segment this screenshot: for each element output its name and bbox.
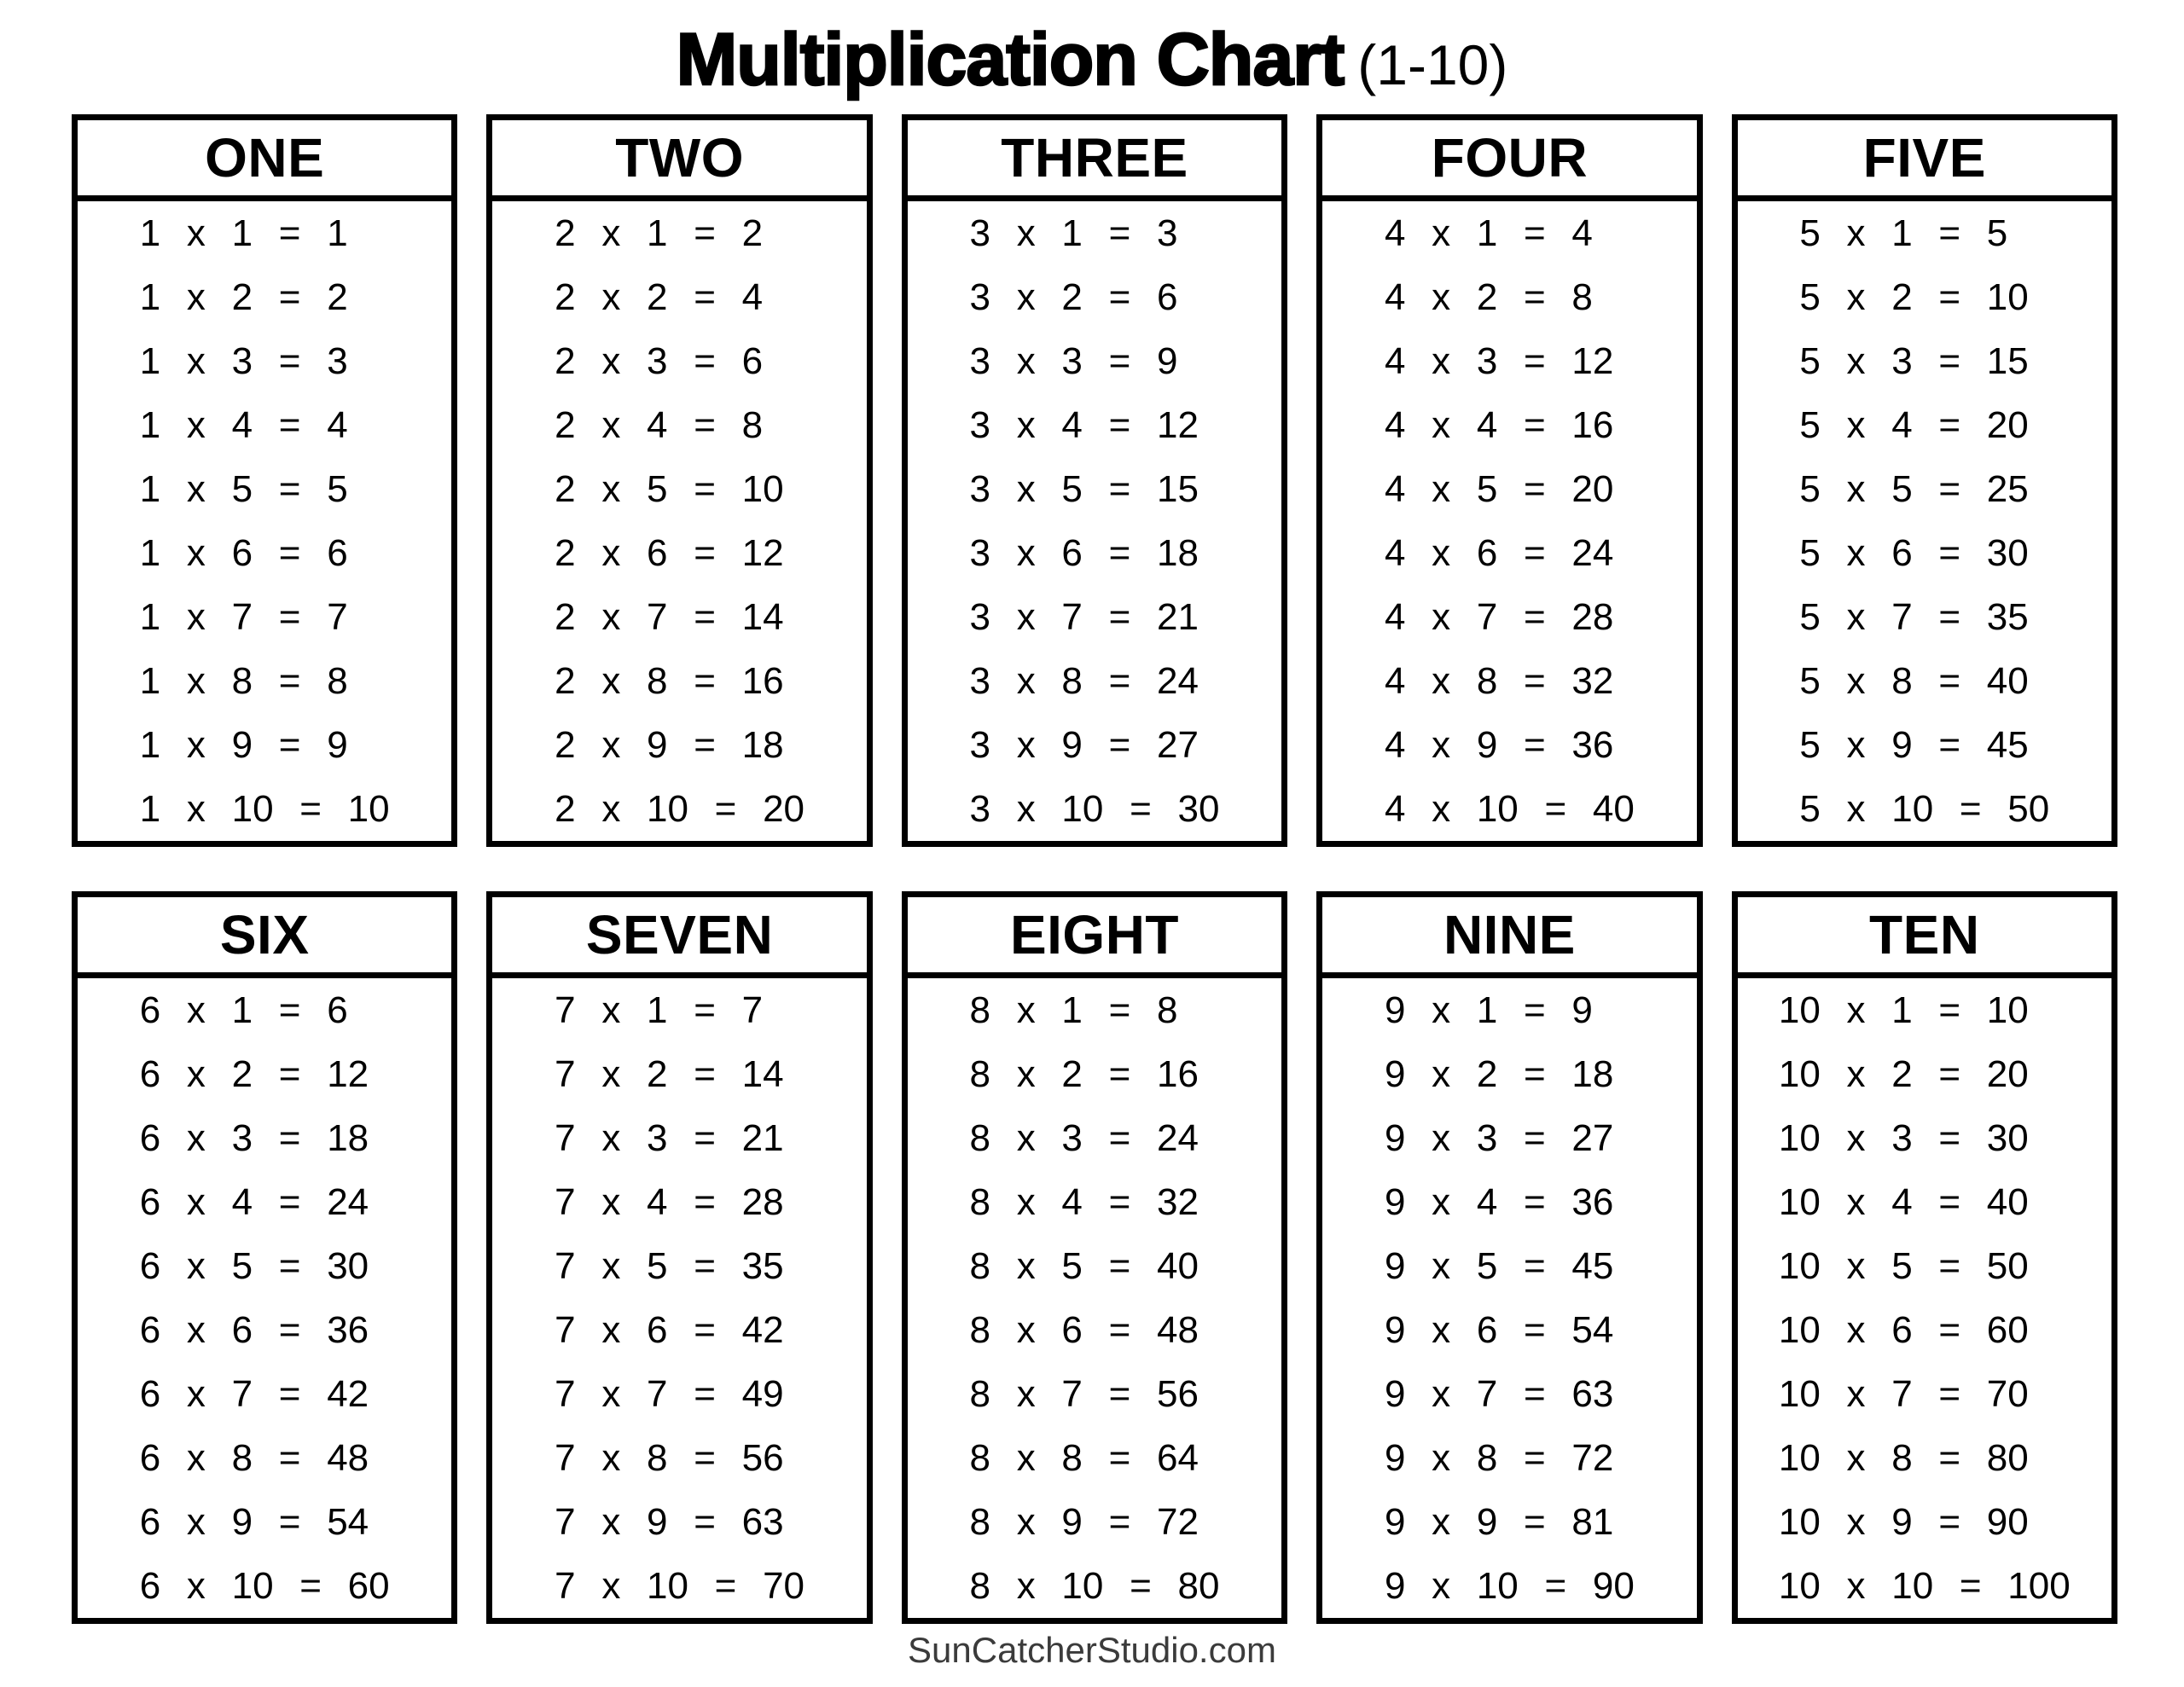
card-title: TEN	[1738, 897, 2111, 978]
fact-row: 1 x 7 = 7	[139, 596, 348, 638]
fact-row: 8 x 9 = 72	[969, 1501, 1199, 1543]
fact-row: 1 x 9 = 9	[139, 724, 348, 766]
fact-row: 9 x 8 = 72	[1384, 1437, 1614, 1479]
fact-row: 7 x 9 = 63	[555, 1501, 784, 1543]
multiplication-card-two	[486, 114, 872, 847]
card-body	[492, 978, 866, 1618]
fact-row: 4 x 9 = 36	[1384, 724, 1614, 766]
fact-row: 9 x 3 = 27	[1384, 1117, 1614, 1159]
card-body	[908, 201, 1281, 841]
fact-row: 4 x 8 = 32	[1384, 660, 1614, 702]
facts-list	[140, 201, 390, 841]
fact-row: 2 x 2 = 4	[555, 276, 764, 318]
fact-row: 6 x 2 = 12	[139, 1053, 369, 1095]
card-body	[1322, 201, 1696, 841]
fact-row: 3 x 6 = 18	[969, 532, 1199, 574]
fact-row: 7 x 6 = 42	[555, 1309, 784, 1351]
multiplication-card-six	[72, 891, 457, 1624]
fact-row: 2 x 3 = 6	[555, 340, 764, 382]
fact-row: 5 x 3 = 15	[1799, 340, 2029, 382]
fact-row: 10 x 5 = 50	[1778, 1245, 2029, 1287]
fact-row: 7 x 8 = 56	[555, 1437, 784, 1479]
fact-row: 7 x 1 = 7	[555, 989, 764, 1031]
fact-row: 8 x 8 = 64	[969, 1437, 1199, 1479]
multiplication-card-nine	[1316, 891, 1702, 1624]
fact-row: 4 x 6 = 24	[1384, 532, 1614, 574]
fact-row: 2 x 4 = 8	[555, 404, 764, 446]
fact-row: 9 x 9 = 81	[1384, 1501, 1614, 1543]
page-title-main: Multiplication Chart	[676, 19, 1345, 101]
fact-row: 8 x 3 = 24	[969, 1117, 1199, 1159]
fact-row: 10 x 3 = 30	[1778, 1117, 2029, 1159]
fact-row: 6 x 3 = 18	[139, 1117, 369, 1159]
fact-row: 3 x 9 = 27	[969, 724, 1199, 766]
fact-row: 4 x 10 = 40	[1384, 788, 1635, 830]
card-body	[1738, 201, 2111, 841]
fact-row: 2 x 7 = 14	[555, 596, 784, 638]
facts-list	[1779, 978, 2071, 1618]
fact-row: 1 x 5 = 5	[139, 468, 348, 510]
card-title: THREE	[908, 120, 1281, 201]
multiplication-card-seven	[486, 891, 872, 1624]
fact-row: 1 x 10 = 10	[139, 788, 390, 830]
facts-list	[1799, 201, 2049, 841]
fact-row: 4 x 2 = 8	[1384, 276, 1593, 318]
fact-row: 6 x 1 = 6	[139, 989, 348, 1031]
fact-row: 7 x 2 = 14	[555, 1053, 784, 1095]
multiplication-card-ten	[1732, 891, 2117, 1624]
card-title: NINE	[1322, 897, 1696, 978]
fact-row: 7 x 3 = 21	[555, 1117, 784, 1159]
fact-row: 2 x 9 = 18	[555, 724, 784, 766]
fact-row: 1 x 2 = 2	[139, 276, 348, 318]
fact-row: 4 x 3 = 12	[1384, 340, 1614, 382]
fact-row: 1 x 1 = 1	[139, 212, 348, 254]
fact-row: 8 x 2 = 16	[969, 1053, 1199, 1095]
multiplication-card-three	[902, 114, 1287, 847]
fact-row: 5 x 1 = 5	[1799, 212, 2008, 254]
fact-row: 6 x 9 = 54	[139, 1501, 369, 1543]
card-body	[1738, 978, 2111, 1618]
fact-row: 1 x 3 = 3	[139, 340, 348, 382]
card-body	[78, 201, 451, 841]
fact-row: 1 x 8 = 8	[139, 660, 348, 702]
fact-row: 9 x 10 = 90	[1384, 1565, 1635, 1607]
fact-row: 7 x 4 = 28	[555, 1181, 784, 1223]
fact-row: 10 x 2 = 20	[1778, 1053, 2029, 1095]
fact-row: 5 x 2 = 10	[1799, 276, 2029, 318]
card-title: FOUR	[1322, 120, 1696, 201]
facts-list	[555, 978, 804, 1618]
fact-row: 2 x 8 = 16	[555, 660, 784, 702]
fact-row: 3 x 1 = 3	[969, 212, 1178, 254]
fact-row: 5 x 10 = 50	[1799, 788, 2050, 830]
fact-row: 9 x 2 = 18	[1384, 1053, 1614, 1095]
fact-row: 5 x 8 = 40	[1799, 660, 2029, 702]
facts-list	[970, 201, 1220, 841]
fact-row: 4 x 5 = 20	[1384, 468, 1614, 510]
cards-grid	[72, 114, 2117, 1624]
fact-row: 6 x 8 = 48	[139, 1437, 369, 1479]
fact-row: 3 x 7 = 21	[969, 596, 1199, 638]
fact-row: 6 x 4 = 24	[139, 1181, 369, 1223]
card-body	[1322, 978, 1696, 1618]
fact-row: 10 x 6 = 60	[1778, 1309, 2029, 1351]
fact-row: 10 x 4 = 40	[1778, 1181, 2029, 1223]
fact-row: 2 x 1 = 2	[555, 212, 764, 254]
card-title: TWO	[492, 120, 866, 201]
fact-row: 1 x 4 = 4	[139, 404, 348, 446]
fact-row: 5 x 5 = 25	[1799, 468, 2029, 510]
fact-row: 2 x 10 = 20	[555, 788, 805, 830]
fact-row: 6 x 6 = 36	[139, 1309, 369, 1351]
fact-row: 7 x 5 = 35	[555, 1245, 784, 1287]
card-title: SIX	[78, 897, 451, 978]
card-body	[78, 978, 451, 1618]
fact-row: 2 x 5 = 10	[555, 468, 784, 510]
fact-row: 2 x 6 = 12	[555, 532, 784, 574]
fact-row: 3 x 5 = 15	[969, 468, 1199, 510]
fact-row: 8 x 5 = 40	[969, 1245, 1199, 1287]
fact-row: 9 x 5 = 45	[1384, 1245, 1614, 1287]
fact-row: 4 x 7 = 28	[1384, 596, 1614, 638]
fact-row: 8 x 1 = 8	[969, 989, 1178, 1031]
fact-row: 8 x 6 = 48	[969, 1309, 1199, 1351]
page-title	[0, 0, 2184, 102]
card-title: FIVE	[1738, 120, 2111, 201]
fact-row: 5 x 6 = 30	[1799, 532, 2029, 574]
fact-row: 5 x 4 = 20	[1799, 404, 2029, 446]
fact-row: 7 x 10 = 70	[555, 1565, 805, 1607]
card-title: SEVEN	[492, 897, 866, 978]
fact-row: 5 x 9 = 45	[1799, 724, 2029, 766]
fact-row: 7 x 7 = 49	[555, 1373, 784, 1415]
card-body	[492, 201, 866, 841]
multiplication-card-eight	[902, 891, 1287, 1624]
fact-row: 4 x 4 = 16	[1384, 404, 1614, 446]
multiplication-card-one	[72, 114, 457, 847]
fact-row: 9 x 7 = 63	[1384, 1373, 1614, 1415]
card-body	[908, 978, 1281, 1618]
card-title: EIGHT	[908, 897, 1281, 978]
fact-row: 3 x 3 = 9	[969, 340, 1178, 382]
fact-row: 4 x 1 = 4	[1384, 212, 1593, 254]
facts-list	[970, 978, 1220, 1618]
fact-row: 10 x 9 = 90	[1778, 1501, 2029, 1543]
card-title: ONE	[78, 120, 451, 201]
facts-list	[140, 978, 390, 1618]
fact-row: 8 x 10 = 80	[969, 1565, 1220, 1607]
fact-row: 9 x 1 = 9	[1384, 989, 1593, 1031]
page-title-range: (1-10)	[1357, 33, 1508, 96]
fact-row: 3 x 2 = 6	[969, 276, 1178, 318]
facts-list	[555, 201, 804, 841]
fact-row: 3 x 8 = 24	[969, 660, 1199, 702]
fact-row: 3 x 4 = 12	[969, 404, 1199, 446]
fact-row: 9 x 4 = 36	[1384, 1181, 1614, 1223]
footer-site-label: SunCatcherStudio.com	[908, 1630, 1276, 1670]
fact-row: 8 x 4 = 32	[969, 1181, 1199, 1223]
fact-row: 6 x 7 = 42	[139, 1373, 369, 1415]
fact-row: 5 x 7 = 35	[1799, 596, 2029, 638]
fact-row: 10 x 10 = 100	[1778, 1565, 2071, 1607]
fact-row: 10 x 7 = 70	[1778, 1373, 2029, 1415]
facts-list	[1385, 978, 1635, 1618]
fact-row: 6 x 10 = 60	[139, 1565, 390, 1607]
fact-row: 9 x 6 = 54	[1384, 1309, 1614, 1351]
fact-row: 6 x 5 = 30	[139, 1245, 369, 1287]
multiplication-card-five	[1732, 114, 2117, 847]
fact-row: 1 x 6 = 6	[139, 532, 348, 574]
fact-row: 3 x 10 = 30	[969, 788, 1220, 830]
multiplication-card-four	[1316, 114, 1702, 847]
fact-row: 10 x 8 = 80	[1778, 1437, 2029, 1479]
fact-row: 8 x 7 = 56	[969, 1373, 1199, 1415]
fact-row: 10 x 1 = 10	[1778, 989, 2029, 1031]
facts-list	[1385, 201, 1635, 841]
